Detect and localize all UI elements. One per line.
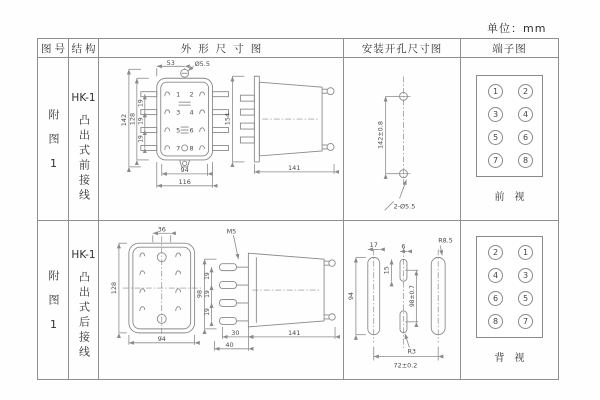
dim-19b: 19 bbox=[204, 290, 212, 298]
unit-label: 单位：mm bbox=[487, 22, 547, 35]
relay-front-view bbox=[141, 69, 232, 167]
terminal-6: 6 bbox=[189, 126, 194, 135]
mounting-holes-front-wiring bbox=[344, 58, 460, 221]
dim-141: 141 bbox=[288, 328, 301, 337]
radius-r3: R3 bbox=[407, 347, 417, 356]
holes-label: 2-Ø5.5 bbox=[393, 202, 416, 211]
row1-structure-cell bbox=[69, 58, 99, 221]
term-circle: 7 bbox=[488, 153, 503, 168]
term-circle: 6 bbox=[488, 291, 503, 306]
header-mounting: 安装开孔尺寸图 bbox=[344, 39, 461, 58]
header-outline: 外形尺寸图 bbox=[99, 39, 344, 58]
mounting-holes-rear-wiring bbox=[344, 221, 460, 379]
radius-r85: R8.5 bbox=[438, 236, 453, 245]
dim-142: 142 bbox=[119, 113, 128, 127]
row2-structure-cell bbox=[69, 221, 99, 379]
dim-128: 128 bbox=[109, 281, 118, 295]
relay-rear-side-view bbox=[220, 253, 336, 327]
header-fig-no: 图号 bbox=[38, 39, 69, 58]
dim-36: 36 bbox=[157, 225, 166, 234]
dim-53: 53 bbox=[166, 58, 175, 67]
fig-no: 附图1 bbox=[47, 108, 60, 183]
dim-98-tol: 98±0.7 bbox=[408, 285, 416, 308]
terminal-2: 2 bbox=[189, 90, 194, 99]
term-circle: 2 bbox=[518, 84, 533, 99]
terminal-4: 4 bbox=[189, 108, 194, 117]
dim-116: 116 bbox=[178, 177, 191, 186]
row2-fig-no-cell bbox=[38, 221, 69, 379]
term-circle: 1 bbox=[518, 245, 533, 260]
terminal-8: 8 bbox=[189, 144, 194, 153]
dim-94: 94 bbox=[346, 291, 355, 301]
header-structure: 结构 bbox=[69, 39, 99, 58]
dim-19c: 19 bbox=[204, 308, 212, 316]
terminal-diagram-rear bbox=[476, 236, 543, 338]
dim-141: 141 bbox=[288, 163, 301, 172]
term-circle: 5 bbox=[488, 130, 503, 145]
dim-128: 128 bbox=[128, 112, 137, 126]
terminal-1: 1 bbox=[176, 90, 181, 99]
row1-terminal-cell bbox=[461, 58, 558, 221]
term-circle: 4 bbox=[488, 268, 503, 283]
rear-side-dimensions bbox=[205, 235, 335, 351]
terminal-caption-front: 前视 bbox=[494, 192, 535, 203]
dim-19b: 19 bbox=[137, 117, 145, 125]
term-circle: 2 bbox=[488, 245, 503, 260]
mounting-slots-dimensions bbox=[356, 245, 442, 360]
terminal-3: 3 bbox=[176, 108, 181, 117]
dim-hole-dia: Ø5.5 bbox=[194, 59, 210, 68]
term-circle: 3 bbox=[488, 107, 503, 122]
dim-154: 154 bbox=[223, 112, 232, 126]
dim-30: 30 bbox=[231, 328, 240, 337]
dim-19a: 19 bbox=[137, 99, 145, 107]
dim-40: 40 bbox=[225, 340, 234, 349]
term-circle: 8 bbox=[518, 153, 533, 168]
row2-mounting-cell bbox=[344, 221, 461, 379]
model-label: HK-1 bbox=[71, 249, 96, 261]
dim-98: 98 bbox=[195, 289, 204, 299]
term-circle: 5 bbox=[518, 291, 533, 306]
terminal-7: 7 bbox=[176, 144, 181, 153]
term-circle: 1 bbox=[488, 84, 503, 99]
fig-no: 附图1 bbox=[47, 269, 60, 344]
rear-view-labels bbox=[110, 225, 300, 349]
relay-rear-view bbox=[123, 236, 202, 340]
dim-15: 15 bbox=[382, 266, 391, 275]
term-circle: 7 bbox=[518, 314, 533, 329]
row2-outline-cell bbox=[99, 221, 344, 379]
term-circle: 3 bbox=[518, 268, 533, 283]
side-view-dimensions bbox=[232, 76, 334, 174]
term-circle: 8 bbox=[488, 314, 503, 329]
row2-terminal-cell bbox=[461, 221, 558, 379]
dim-94: 94 bbox=[157, 334, 166, 343]
dim-6: 6 bbox=[401, 242, 406, 251]
relay-side-view bbox=[240, 76, 334, 162]
row1-mounting-cell bbox=[344, 58, 461, 221]
terminal-diagram-front bbox=[476, 75, 543, 177]
dim-19c: 19 bbox=[137, 135, 145, 143]
terminal-5: 5 bbox=[176, 126, 181, 135]
header-terminal: 端子图 bbox=[461, 39, 558, 58]
mounting-slot-labels bbox=[347, 236, 453, 369]
outline-drawing-front-wiring bbox=[99, 58, 343, 221]
front-view-dimensions bbox=[129, 66, 213, 188]
row1-outline-cell bbox=[99, 58, 344, 221]
model-label: HK-1 bbox=[71, 92, 96, 104]
mounting-labels bbox=[377, 121, 416, 210]
screw-label-m5: M5 bbox=[226, 227, 237, 236]
structure-desc: 凸出式后接线 bbox=[77, 271, 91, 361]
mounting-slots-shapes bbox=[368, 247, 445, 348]
dimension-table bbox=[37, 38, 559, 380]
term-circle: 6 bbox=[518, 130, 533, 145]
structure-desc: 凸出式前接线 bbox=[77, 114, 91, 204]
dim-72-tol: 72±0.2 bbox=[393, 361, 418, 370]
dim-94: 94 bbox=[180, 165, 189, 174]
dim-17: 17 bbox=[369, 240, 378, 249]
outline-drawing-rear-wiring bbox=[99, 221, 343, 379]
dim-142-tol: 142±0.8 bbox=[376, 121, 385, 149]
terminal-caption-rear: 背视 bbox=[494, 353, 535, 364]
term-circle: 4 bbox=[518, 107, 533, 122]
mounting-holes-shapes bbox=[385, 77, 411, 211]
dim-19a: 19 bbox=[204, 272, 212, 280]
row1-fig-no-cell bbox=[38, 58, 69, 221]
